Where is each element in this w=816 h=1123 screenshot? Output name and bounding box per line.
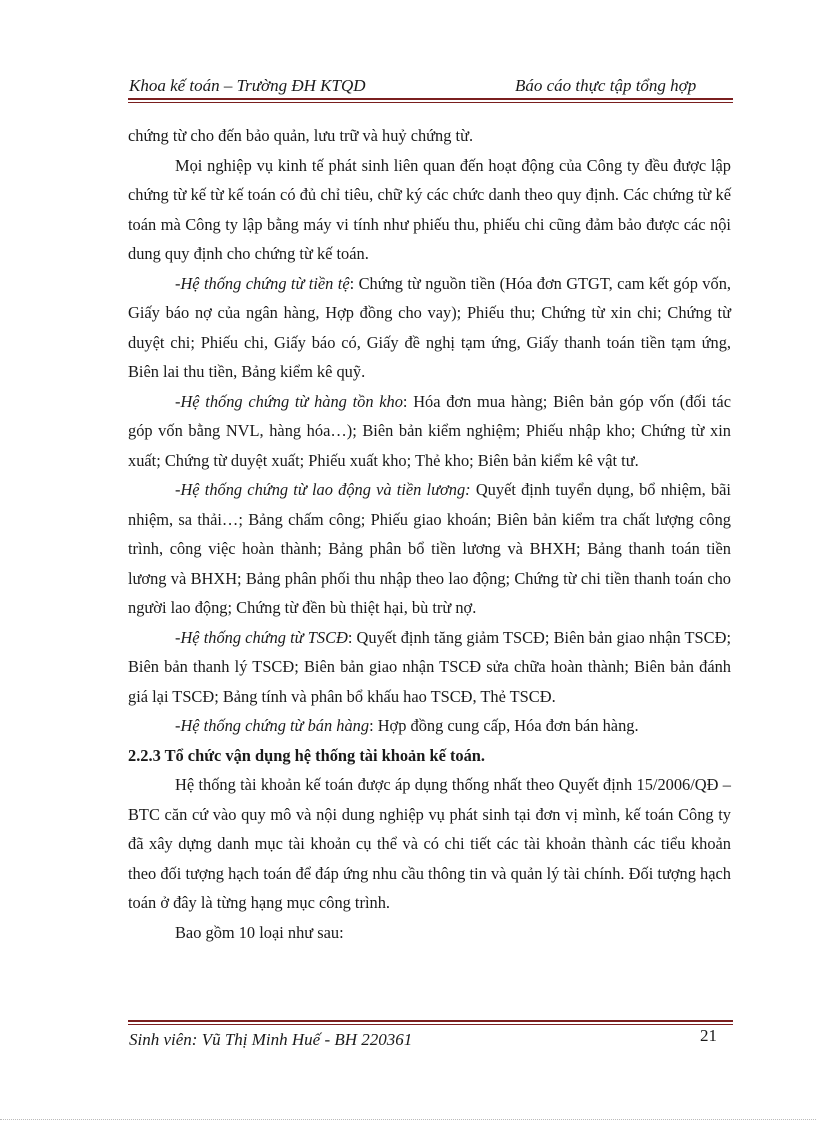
footer-student: Sinh viên: Vũ Thị Minh Huế - BH 220361 — [129, 1030, 413, 1049]
paragraph-categories: Bao gồm 10 loại như sau: — [175, 922, 344, 942]
paragraph-continuation: chứng từ cho đến bảo quản, lưu trữ và huỷ chứng từ. — [128, 126, 474, 145]
paragraph-economic-transactions: Mọi nghiệp vụ kinh tế phát sinh liên quan đến hoạt động của Công ty đều được lập chứng từ kế từ kế toán có đủ chỉ tiêu, chữ ký các chức danh theo quy định. Các chứng từ kế toán mà Công ty lập bằng máy vi tính như phiếu thu, phiếu chi cũng đảm bảo được các nội dung quy định cho chứng từ kế toán. — [128, 155, 731, 263]
footer-rule — [128, 1020, 733, 1022]
paragraph-account-system: Hệ thống tài khoản kế toán được áp dụng thống nhất theo Quyết định 15/2006/QĐ – BTC căn cứ vào quy mô và nội dung nghiệp vụ phát sinh tại đơn vị mình, kế toán Công ty đã xây dựng danh mục tài khoản cụ thể và có chi tiết các tài khoản thành các tiểu khoản theo đối tượng hạch toán để đáp ứng nhu cầu thông tin và quản lý tài chính. Đối tượng hạch toán ở đây là từng hạng mục công trình. — [128, 775, 731, 912]
inventory-documents-lead: -Hệ thống chứng từ hàng tồn kho — [175, 391, 403, 411]
page-body — [128, 121, 731, 947]
fixed-asset-documents-lead: -Hệ thống chứng từ TSCĐ — [175, 627, 348, 647]
header-report-title: Báo cáo thực tập tổng hợp — [515, 76, 697, 95]
paragraph-sales-documents — [128, 711, 731, 741]
header-rule-thin — [128, 102, 733, 103]
inventory-documents-text: : Hóa đơn mua hàng; Biên bản góp vốn (đối tác góp vốn bằng NVL, hàng hóa…); Biên bản kiểm nghiệm; Phiếu nhập kho; Chứng từ xin xuất; Chứng từ duyệt xuất; Phiếu xuất kho; Thẻ kho; Biên bản kiểm kê vật tư. — [128, 391, 731, 470]
labor-documents-lead: -Hệ thống chứng từ lao động và tiền lương: — [175, 480, 471, 499]
page-break-line — [0, 1119, 816, 1120]
page-number: 21 — [700, 1026, 717, 1045]
money-documents-text: : Chứng từ nguồn tiền (Hóa đơn GTGT, cam kết góp vốn, Giấy báo nợ của ngân hàng, Hợp đồng cho vay); Phiếu thu; Chứng từ xin chi; Chứng từ duyệt chi; Phiếu chi, Giấy báo có, Giấy đề nghị tạm ứng, Giấy thanh toán tiền tạm ứng, Biên lai thu tiền, Bảng kiểm kê quỹ. — [128, 273, 731, 381]
header-faculty: Khoa kế toán – Trường ĐH KTQD — [129, 76, 366, 95]
sales-documents-text: : Hợp đồng cung cấp, Hóa đơn bán hàng. — [369, 716, 639, 735]
fixed-asset-documents-text: : Quyết định tăng giảm TSCĐ; Biên bản giao nhận TSCĐ; Biên bản thanh lý TSCĐ; Biên bản giao nhận TSCĐ sửa chữa hoàn thành; Biên bản đánh giá lại TSCĐ; Bảng tính và phân bổ khấu hao TSCĐ, Thẻ TSCĐ. — [128, 627, 731, 706]
money-documents-lead: -Hệ thống chứng từ tiền tệ — [175, 273, 350, 293]
paragraph-inventory-documents — [128, 387, 731, 476]
sales-documents-lead: -Hệ thống chứng từ bán hàng — [175, 716, 370, 735]
paragraph-money-documents — [128, 269, 731, 387]
header-rule — [128, 98, 733, 100]
footer-rule-thin — [128, 1024, 733, 1025]
section-heading: 2.2.3 Tổ chức vận dụng hệ thống tài khoản kế toán. — [128, 745, 486, 765]
labor-documents-text: Quyết định tuyển dụng, bổ nhiệm, bãi nhiệm, sa thải…; Bảng chấm công; Phiếu giao khoán; Biên bản kiểm tra chất lượng công trình, công việc hoàn thành; Bảng phân bổ tiền lương và BHXH; Bảng thanh toán tiền lương và BHXH; Bảng phân phối thu nhập theo lao động; Chứng từ chi tiền thanh toán cho người lao động; Chứng từ đền bù thiệt hại, bù trừ nợ. — [128, 480, 731, 617]
paragraph-fixed-asset-documents — [128, 623, 731, 712]
paragraph-labor-documents — [128, 475, 731, 623]
